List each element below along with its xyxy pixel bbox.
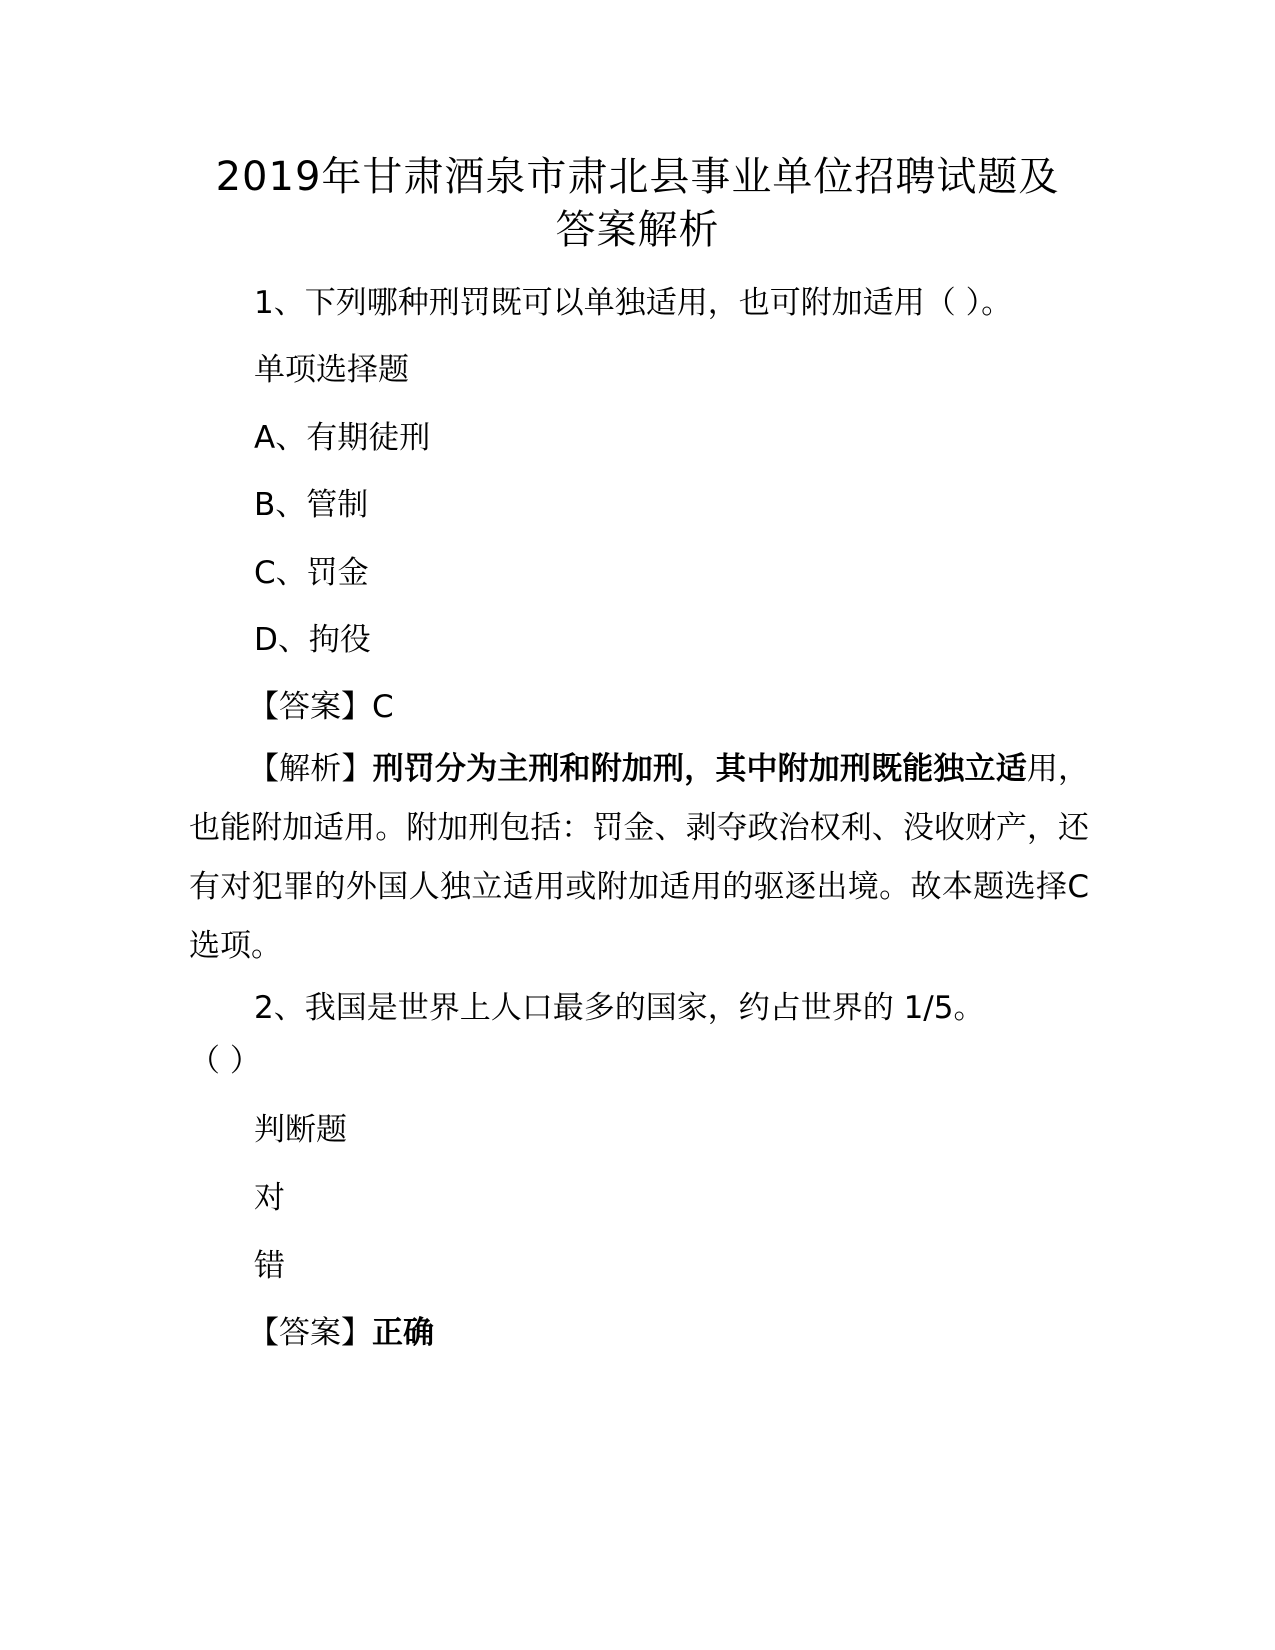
question-1-option-a: A、有期徒刑 [254, 420, 431, 456]
question-2-option-true: 对 [254, 1180, 285, 1216]
question-1-option-d: D、拘役 [254, 622, 371, 658]
question-2-type: 判断题 [254, 1112, 347, 1148]
analysis-label: 【解析】 [248, 751, 373, 787]
question-1-analysis [189, 740, 1089, 976]
answer-value: C [372, 689, 394, 725]
question-1-option-c: C、罚金 [254, 555, 369, 591]
document-title-line-1: 2019年甘肃酒泉市肃北县事业单位招聘试题及 [215, 154, 1060, 200]
question-1-type: 单项选择题 [254, 352, 409, 388]
question-1-option-b: B、管制 [254, 487, 369, 523]
question-2-stem-line-1: 2、我国是世界上人口最多的国家，约占世界的 1/5。 [254, 990, 985, 1026]
answer-label: 【答案】 [248, 1315, 372, 1351]
analysis-bold-text: 刑罚分为主刑和附加刑，其中附加刑既能独立适 [372, 751, 1027, 787]
question-1-stem: 1、下列哪种刑罚既可以单独适用，也可附加适用（ ）。 [254, 285, 1013, 321]
question-2-option-false: 错 [254, 1248, 285, 1284]
question-1-answer [248, 687, 394, 727]
answer-value: 正确 [372, 1315, 434, 1351]
question-2-stem-line-2: （ ） [189, 1043, 261, 1079]
analysis-text: 用，也能附加适用。附加刑包括：罚金、剥夺政治权利、没收财产，还有对犯罪的外国人独立适用或附加适用的驱逐出境。故本题选择C选项。 [189, 751, 1090, 964]
document-title-line-2: 答案解析 [555, 207, 720, 253]
question-2-answer [248, 1313, 434, 1353]
answer-label: 【答案】 [248, 689, 372, 725]
